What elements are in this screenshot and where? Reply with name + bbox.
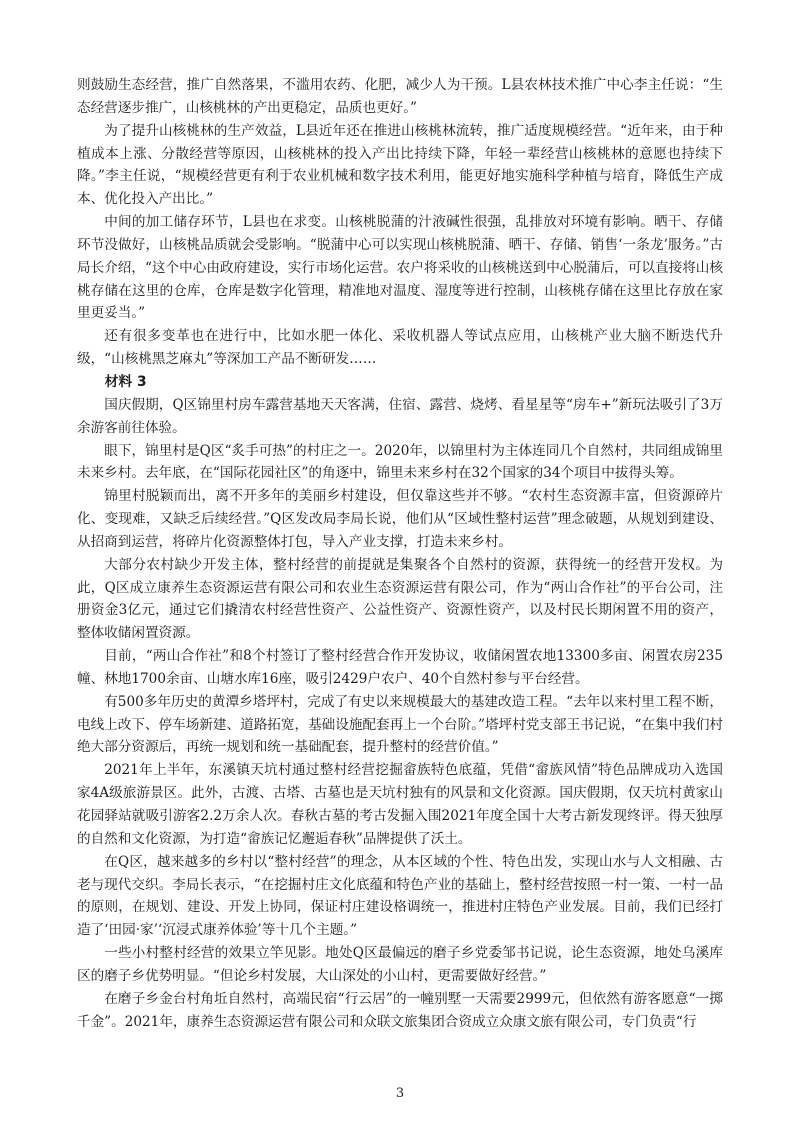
document-body [77, 74, 723, 1033]
body-paragraph: 有500多年历史的黄潭乡塔坪村，完成了有史以来规模最大的基建改造工程。“去年以来村里工程不断，电线上改下、停车场新建、道路拓宽，基础设施配套再上一个台阶。”塔坪村党支部王书记说，“在集中我们村绝大部分资源后，再统一规划和统一基础配套，提升整村的经营价值。” [77, 693, 724, 756]
body-paragraph: 国庆假期，Q区锦里村房车露营基地天天客满，住宿、露营、烧烤、看星星等“房车+”新玩法吸引了3万余游客前往体验。 [77, 396, 723, 436]
body-paragraph: 在磨子乡金台村角坵自然村，高端民宿“行云居”的一幢别墅一天需要2999元，但依然有游客愿意“一掷千金”。2021年，康养生态资源运营有限公司和众联文旅集团合资成立众康文旅有限公司，专门负责“行 [77, 990, 723, 1030]
body-paragraph: 则鼓励生态经营，推广自然落果，不滥用农药、化肥，减少人为干预。L县农林技术推广中心李主任说：“生态经营逐步推广，山核桃林的产出更稳定，品质也更好。” [77, 77, 723, 116]
body-paragraph: 目前，“两山合作社”和8个村签订了整村经营合作开发协议，收储闲置农地13300多亩、闲置农房235幢、林地1700余亩、山塘水库16座，吸引2429户农户、40个自然村参与平台经营。 [77, 648, 723, 687]
body-paragraph: 还有很多变革也在进行中，比如水肥一体化、采收机器人等试点应用，山核桃产业大脑不断迭代升级，“山核桃黑芝麻丸”等深加工产品不断研发…… [77, 328, 723, 368]
section-heading: 材料 3 [104, 373, 147, 390]
body-paragraph: 中间的加工储存环节，L县也在求变。山核桃脱蒲的汁液碱性很强，乱排放对环境有影响。晒干、存储环节没做好，山核桃品质就会受影响。“脱蒲中心可以实现山核桃脱蒲、晒干、存储、销售‘一条龙’服务。”古局长介绍，“这个中心由政府建设，实行市场化运营。农户将采收的山核桃送到中心脱蒲后，可以直接将山核桃存储在这里的仓库，仓库是数字化管理，精准地对温度、湿度等进行控制，山核桃存储在这里比存放在家里更妥当。” [77, 214, 723, 322]
body-paragraph: 为了提升山核桃林的生产效益，L县近年还在推进山核桃林流转，推广适度规模经营。“近年来，由于种植成本上涨、分散经营等原因，山核桃林的投入产出比持续下降，年轻一辈经营山核桃林的意愿也持续下降。”李主任说，“规模经营更有利于农业机械和数字技术利用，能更好地实施科学种植与培育，降低生产成本、优化投入产出比。” [77, 122, 723, 208]
body-paragraph: 一些小村整村经营的效果立竿见影。地处Q区最偏远的磨子乡党委邹书记说，论生态资源，地处乌溪库区的磨子乡优势明显。“但论乡村发展，大山深处的小山村，更需要做好经营。” [77, 945, 723, 984]
body-paragraph: 大部分农村缺少开发主体，整村经营的前提就是集聚各个自然村的资源，获得统一的经营开发权。为此，Q区成立康养生态资源运营有限公司和农业生态资源运营有限公司，作为“两山合作社”的平台公司，注册资金3亿元，通过它们撬清农村经营性资产、公益性资产、资源性资产，以及村民长期闲置不用的资产，整体收储闲置资源。 [77, 556, 723, 642]
page-number: 3 [395, 1086, 405, 1101]
body-paragraph: 2021年上半年，东溪镇天坑村通过整村经营挖掘畲族特色底蕴，凭借“畲族风情”特色品牌成功入选国家4A级旅游景区。此外，古渡、古塔、古墓也是天坑村独有的风景和文化资源。国庆假期，仅天坑村黄家山花园驿站就吸引游客2.2万余人次。春秋古墓的考古发掘入围2021年度全国十大考古新发现终评。得天独厚的自然和文化资源，为打造“畲族记忆邂逅春秋”品牌提供了沃土。 [77, 762, 723, 847]
body-paragraph: 眼下，锦里村是Q区“炙手可热”的村庄之一。2020年，以锦里村为主体连同几个自然村，共同组成锦里未来乡村。去年底，在“国际花园社区”的角逐中，锦里未来乡村在32个国家的34个项目中拔得头筹。 [77, 442, 723, 482]
body-paragraph: 在Q区，越来越多的乡村以“整村经营”的理念，从本区域的个性、特色出发，实现山水与人文相融、古老与现代交织。李局长表示，“在挖掘村庄文化底蕴和特色产业的基础上，整村经营按照一村一策、一村一品的原则，在规划、建设、开发上协同，保证村庄建设格调统一，推进村庄特色产业发展。目前，我们已经打造了‘田园·家’‘沉浸式康养体验’等十几个主题。” [77, 853, 723, 939]
body-paragraph: 锦里村脱颖而出，离不开多年的美丽乡村建设，但仅靠这些并不够。“农村生态资源丰富，但资源碎片化、变现难，又缺乏后续经营。”Q区发改局李局长说，他们从“区域性整村运营”理念破题，从规划到建设、从招商到运营，将碎片化资源整体打包，导入产业支撑，打造未来乡村。 [77, 488, 723, 550]
